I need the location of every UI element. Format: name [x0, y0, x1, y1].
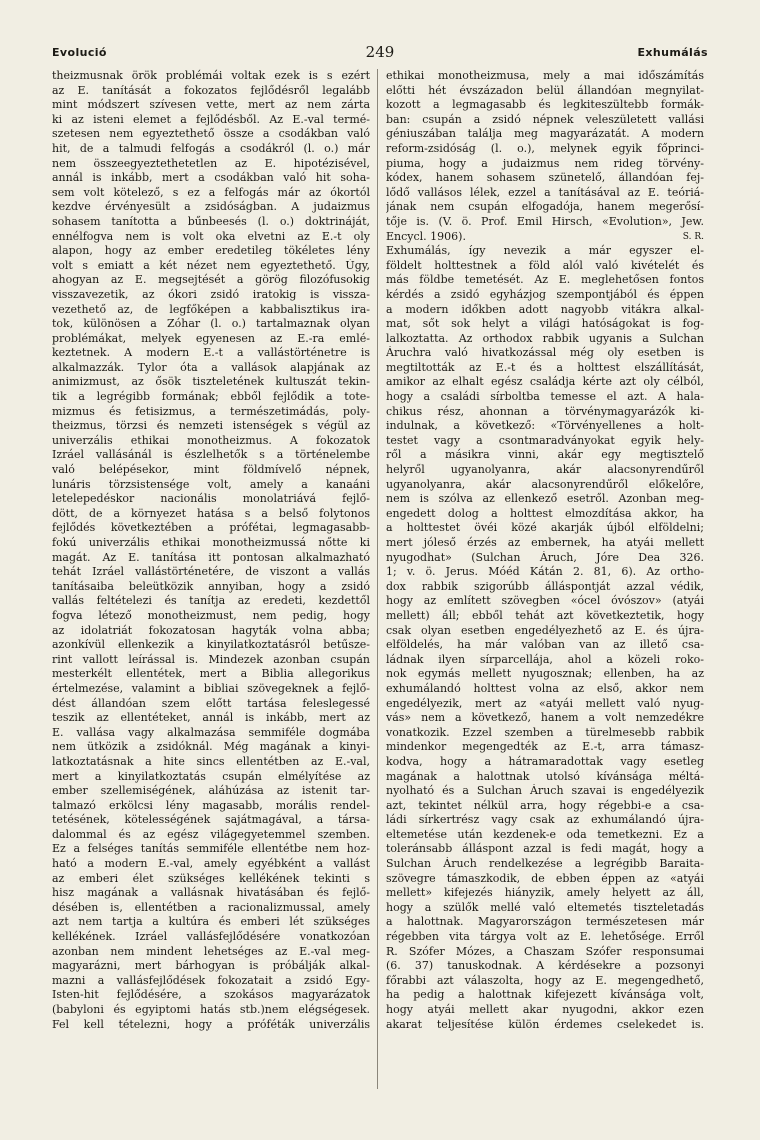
- text-line-content: hisz magának a vallásnak hivatásában és fejlő-: [52, 886, 370, 900]
- text-line-content: piuma, hogy a judaizmus nem rideg törvény-: [386, 156, 704, 170]
- text-line: [386, 492, 704, 507]
- text-line: [386, 259, 704, 274]
- text-line-content: sohasem tanította a bűnbeesés (l. o.) doktrináját,: [52, 214, 370, 228]
- text-line-content: más földbe temetését. Az E. meglehetősen fontos: [386, 273, 704, 287]
- text-line: [386, 419, 704, 434]
- text-line: [386, 171, 704, 186]
- text-line: [52, 799, 370, 814]
- text-line: [52, 828, 370, 843]
- text-line: [386, 988, 704, 1003]
- text-line-content: magát. Az E. tanítása itt pontosan alkalmazható: [52, 550, 370, 564]
- text-line-content: kérdés a zsidó egyházjog szempontjából és éppen: [386, 287, 704, 301]
- text-line: [52, 711, 370, 726]
- text-line: [52, 419, 370, 434]
- text-line-content: azt, tekintet nélkül arra, hogy régebbi-e a csa-: [386, 798, 704, 812]
- text-line: [52, 959, 370, 974]
- text-line-content: nem ütközik a zsidóknál. Még magának a kinyi-: [52, 740, 370, 754]
- text-line-content: előtti hét évszázadon belül állandóan megnyilat-: [386, 83, 704, 97]
- text-line: [52, 842, 370, 857]
- text-line-content: azt nem tartja a kultúra és emberi lét szükséges: [52, 915, 370, 929]
- text-line-content: tanításaiba beleütközik annyiban, hogy a zsidó: [52, 579, 370, 593]
- text-line: [52, 361, 370, 376]
- text-line: [386, 828, 704, 843]
- text-line: [386, 594, 704, 609]
- text-line: [386, 244, 704, 259]
- text-line-content: mellett) áll; ebből tehát azt következtetik, hogy: [386, 608, 704, 622]
- text-line-content: tok, különösen a Zóhar (l. o.) tartalmaznak olyan: [52, 317, 370, 331]
- text-line: [386, 390, 704, 405]
- text-line-content: Fel kell tételezni, hogy a próféták univerzális: [52, 1017, 370, 1031]
- text-line: [52, 375, 370, 390]
- text-line-content: annál is inkább, mert a csodákban való hit soha-: [52, 171, 370, 185]
- text-line-content: az E. tanítását a fokozatos fejlődésről legalább: [52, 83, 370, 97]
- text-line: [386, 1018, 704, 1033]
- text-line: [386, 434, 704, 449]
- text-line: [386, 799, 704, 814]
- text-line-content: szetesen nem egyeztethető össze a csodákban való: [52, 127, 370, 141]
- text-line-content: szövegre támaszkodik, de ebben éppen az «atyái: [386, 871, 704, 885]
- text-line-content: hogy atyái mellett akar nyugodni, akkor ezen: [386, 1003, 704, 1016]
- text-line: [386, 813, 704, 828]
- text-line: [52, 332, 370, 347]
- text-line-content: ethikai monotheizmusa, mely a mai időszámítás: [386, 69, 704, 82]
- text-line: [386, 186, 704, 201]
- text-line: [386, 609, 704, 624]
- text-line-content: tője is. (V. ö. Prof. Emil Hirsch, «Evolution», Jew.: [386, 214, 704, 228]
- text-line-content: nok egymás mellett nyugosznak; ellenben, ha az: [386, 667, 704, 681]
- text-line: [386, 84, 704, 99]
- text-line: [386, 405, 704, 420]
- text-line-content: univerzális ethikai monotheizmus. A fokozatok: [52, 433, 370, 447]
- text-line-content: nem összeegyeztethetetlen az E. hipotézisével,: [52, 156, 370, 170]
- text-line: [386, 142, 704, 157]
- text-line: [52, 507, 370, 522]
- text-line: [52, 974, 370, 989]
- text-line: [386, 521, 704, 536]
- text-line: [386, 448, 704, 463]
- text-line: [52, 69, 370, 84]
- text-line-content: akarat teljesítése külön érdemes cselekedet is.: [386, 1017, 704, 1031]
- text-line-content: ennélfogva nem is volt oka elvetni az E.-t oly: [52, 229, 370, 243]
- text-line-content: dox rabbik szigorúbb álláspontját azzal védik,: [386, 579, 704, 593]
- text-line: [52, 872, 370, 887]
- text-line-content: ható a modern E.-val, amely egyébként a vallást: [52, 857, 370, 871]
- text-line: [52, 478, 370, 493]
- text-line: [386, 726, 704, 741]
- text-line-content: reform-zsidóság (l. o.), melynek egyik főprinci-: [386, 141, 704, 155]
- text-line-content: kozott a legmagasabb és legkiteszültebb formák-: [386, 98, 704, 112]
- text-line: [52, 186, 370, 201]
- text-line: [386, 755, 704, 770]
- text-line: [52, 609, 370, 624]
- text-line: [52, 142, 370, 157]
- text-line: [52, 346, 370, 361]
- text-line: [386, 127, 704, 142]
- text-line: [52, 303, 370, 318]
- text-line: [386, 303, 704, 318]
- text-line: [52, 638, 370, 653]
- text-line-content: fokú univerzális ethikai monotheizmussá nőtte ki: [52, 536, 370, 549]
- text-line-content: való belépésekor, mint földmívelő népnek,: [52, 463, 370, 477]
- text-line: [52, 813, 370, 828]
- text-line: [52, 667, 370, 682]
- text-line-content: a halottnak. Magyarországon természetesen már: [386, 915, 704, 929]
- text-line-content: teszik az ellentéteket, annál is inkább, mert az: [52, 711, 370, 725]
- text-line-content: Izráel vallásánál is észlelhetők s a történelembe: [52, 448, 370, 462]
- text-line-content: kellékének. Izráel vallásfejlődésére vonatkozóan: [52, 930, 370, 944]
- text-line: [52, 901, 370, 916]
- text-line: [386, 872, 704, 887]
- text-line-content: (babyloni és egyiptomi hatás stb.)nem elégségesek.: [52, 1003, 370, 1016]
- text-line: [52, 726, 370, 741]
- text-line-content: ki az isteni elemet a fejlődésből. Az E.-val termé-: [52, 112, 370, 126]
- text-line-content: Sulchan Áruch rendelkezése a legrégibb Baraita-: [386, 857, 704, 871]
- text-line-content: toleránsabb álláspont azzal is fedi magát, hogy a: [386, 842, 704, 856]
- text-line: [52, 317, 370, 332]
- text-line-content: helyről ugyanolyanra, akár alacsonyrendűről: [386, 463, 704, 477]
- text-line: [52, 930, 370, 945]
- text-line-content: mesterkélt ellentétek, mert a Biblia allegorikus: [52, 667, 370, 681]
- text-line-content: a modern időkben adott nagyobb vitákra alkal-: [386, 302, 704, 316]
- text-line: [52, 84, 370, 99]
- text-line: [52, 697, 370, 712]
- text-line-content: az emberi élet szükséges kellékének tekinti s: [52, 871, 370, 885]
- text-line: [52, 755, 370, 770]
- text-line-content: ugyanolyanra, akár alacsonyrendűről előkelőre,: [386, 477, 704, 491]
- running-header: [52, 43, 708, 64]
- text-line-content: vezethető az, de legfőképen a kabbalisztikus ira-: [52, 302, 370, 316]
- text-line-content: azonkívül ellenkezik a kinyilatkoztatásról betűsze-: [52, 638, 370, 652]
- text-line: [386, 478, 704, 493]
- right-column: [386, 69, 704, 1032]
- text-line: [386, 215, 704, 230]
- text-line-content: ládi sírkertrész vagy csak az exhumálandó újra-: [386, 813, 704, 827]
- text-line-content: letelepedéskor nacionális monolatriává fejlő-: [52, 492, 370, 506]
- text-line-content: engedett dolog a holttest elmozdítása akkor, ha: [386, 506, 704, 520]
- text-line: [52, 273, 370, 288]
- text-line: [52, 770, 370, 785]
- text-line-content: R. Szófer Mózes, a Chaszam Szófer responsumai: [386, 944, 704, 958]
- text-line: [386, 98, 704, 113]
- text-line-content: kezdve érvényesült a zsidóságban. A judaizmus: [52, 200, 370, 214]
- text-line: [386, 346, 704, 361]
- text-line-content: a holttestet övéi közé akarják újból elföldelni;: [386, 521, 704, 535]
- text-line-content: elföldelés, ha már valóban van az illető csa-: [386, 638, 704, 652]
- text-line-content: keztetnek. A modern E.-t a vallástörténetre is: [52, 346, 370, 360]
- text-line: [52, 492, 370, 507]
- text-line-content: mat, sőt sok helyt a világi hatóságokat is fog-: [386, 317, 704, 331]
- text-line: [386, 784, 704, 799]
- text-line-content: fogva létező monotheizmust, nem pedig, hogy: [52, 608, 370, 622]
- text-line-content: ban: csupán a zsidó népnek veleszületett vallási: [386, 112, 704, 126]
- left-column: [52, 69, 370, 1032]
- text-line-content: mert jóleső érzés az embernek, ha atyái mellett: [386, 536, 704, 549]
- text-line-content: chikus rész, ahonnan a törvénymagyarázók ki-: [386, 404, 704, 418]
- text-line: [52, 1018, 370, 1033]
- text-line: [386, 580, 704, 595]
- text-line: [386, 157, 704, 172]
- text-line: [52, 463, 370, 478]
- text-line: [386, 842, 704, 857]
- header-right-term: Exhumálás: [637, 46, 708, 59]
- text-line-content: géniuszában találja meg magyarázatát. A modern: [386, 127, 704, 141]
- text-line-content: eltemetése után kezdenek-e oda temetkezni. Ez a: [386, 827, 704, 841]
- text-line-content: az idolatriát fokozatosan hagyták volna abba;: [52, 623, 370, 637]
- text-line-content: talmazó erkölcsi lény magasabb, morális rendel-: [52, 798, 370, 812]
- text-line-content: dött, de a környezet hatása s a belső folytonos: [52, 506, 370, 520]
- text-line-content: ládnak ilyen sírparcellája, ahol a közeli roko-: [386, 652, 704, 666]
- text-line-content: dalommal és az egész világegyetemmel szemben.: [52, 827, 370, 841]
- text-line-content: mint módszert szívesen vette, mert az nem zárta: [52, 98, 370, 112]
- text-line-content: ha pedig a halottnak kifejezett kívánsága volt,: [386, 988, 704, 1002]
- text-line-content: alapon, hogy az ember eredetileg tökéletes lény: [52, 244, 370, 258]
- text-line: [386, 653, 704, 668]
- text-line: [52, 682, 370, 697]
- text-line: [52, 157, 370, 172]
- text-line: [386, 667, 704, 682]
- text-line: [52, 915, 370, 930]
- text-line: [52, 244, 370, 259]
- text-line-content: visszavezetik, az ókori zsidó iratokig is vissza-: [52, 287, 370, 301]
- text-line: [386, 536, 704, 551]
- text-line-content: animizmust, az ősök tiszteletének kultuszát tekin-: [52, 375, 370, 389]
- text-line: [52, 230, 370, 245]
- text-line-content: testet vagy a csontmaradványokat egyik hely-: [386, 433, 704, 447]
- text-line: [52, 988, 370, 1003]
- text-line: [386, 711, 704, 726]
- header-left-term: Evolució: [52, 46, 107, 59]
- text-line-content: mellett» kifejezés hiányzik, amely helyett az áll,: [386, 886, 704, 900]
- text-line: [386, 697, 704, 712]
- text-line-content: vonatkozik. Ezzel szemben a türelmesebb rabbik: [386, 725, 704, 739]
- text-line-content: mindenkor megengedték az E.-t, arra támasz-: [386, 740, 704, 754]
- text-line-content: fejlődés következtében a prófétai, legmagasabb-: [52, 521, 370, 535]
- text-line-content: theizmusnak örök problémái voltak ezek is s ezért: [52, 69, 370, 82]
- text-line-content: magának a halottnak utolsó kívánsága méltá-: [386, 769, 704, 783]
- text-line-content: magyarázni, mert bárhogyan is próbálják alkal-: [52, 959, 370, 973]
- text-line: [52, 434, 370, 449]
- text-line: [386, 332, 704, 347]
- text-line-content: 1; v. ö. Jerus. Móéd Kátán 2. 81, 6). Az ortho-: [386, 565, 704, 579]
- text-line: [386, 901, 704, 916]
- text-line: [52, 784, 370, 799]
- text-line-content: (6. 37) tanuskodnak. A kérdésekre a pozsonyi: [386, 959, 704, 973]
- text-line: [52, 98, 370, 113]
- text-line: [386, 682, 704, 697]
- text-line: [52, 288, 370, 303]
- text-line: [386, 624, 704, 639]
- text-line: [52, 945, 370, 960]
- text-line-content: hogy a családi sírboltba temesse el azt. A hala-: [386, 390, 704, 404]
- text-line-content: engedélyezik, mert az «atyái mellett való nyug-: [386, 696, 704, 710]
- text-line: [52, 857, 370, 872]
- column-divider: [377, 69, 378, 1089]
- text-line: [386, 200, 704, 215]
- text-line-content: kodva, hogy a hátramaradottak vagy esetleg: [386, 754, 704, 768]
- text-line-content: sem volt kötelező, s ez a felfogás már az ókortól: [52, 185, 370, 199]
- text-line: [386, 930, 704, 945]
- text-line-content: vás» nem a következő, hanem a volt nemzedékre: [386, 711, 704, 725]
- text-line: [52, 171, 370, 186]
- text-line-content: problémákat, melyek egyenesen az E.-ra emlé-: [52, 331, 370, 345]
- text-line-content: földelt holttestnek a föld alól való kivételét és: [386, 258, 704, 272]
- text-line: [386, 770, 704, 785]
- text-line: [52, 536, 370, 551]
- text-line: [386, 463, 704, 478]
- text-line-content: tehát Izráel vallástörténetére, de viszont a vallás: [52, 565, 370, 579]
- text-line: [386, 638, 704, 653]
- text-line-content: nem is szólva az ellenkező esetről. Azonban meg-: [386, 492, 704, 506]
- text-line: [52, 259, 370, 274]
- text-line-content: alkalmazzák. Tylor óta a vallások alapjának az: [52, 360, 370, 374]
- text-line-content: lődő vallásos lélek, ezzel a tanításával az E. teóriá-: [386, 185, 704, 199]
- text-line-content: exhumálandó holttest volna az első, akkor nem: [386, 681, 704, 695]
- text-line-content: amikor az elhalt egész családja kérte azt oly célból,: [386, 375, 704, 389]
- text-line-content: tetésének, kötelességének sajátmagával, a társa-: [52, 813, 370, 827]
- text-line: [386, 375, 704, 390]
- text-line: [386, 317, 704, 332]
- text-line: [386, 565, 704, 580]
- text-line: [52, 653, 370, 668]
- text-line-content: Ez a felséges tanítás semmiféle ellentétbe nem hoz-: [52, 842, 370, 856]
- text-line-content: hogy az említett szövegben «ócel óvószov» (atyái: [386, 594, 704, 608]
- text-line: [52, 886, 370, 901]
- text-line-content: ről a másikra vinni, akár egy megtisztelő: [386, 448, 704, 462]
- text-line: [386, 974, 704, 989]
- text-line-content: megtiltották az E.-t és a holttest elszállítását,: [386, 360, 704, 374]
- text-line: [386, 959, 704, 974]
- text-line: [52, 200, 370, 215]
- text-line-content: Exhumálás, így nevezik a már egyszer el-: [386, 244, 704, 258]
- text-line-content: lunáris törzsistensége volt, amely a kanaáni: [52, 477, 370, 491]
- text-line-content: lalkoztatta. Az orthodox rabbik ugyanis a Sulchan: [386, 331, 704, 345]
- text-line-content: mazni a vallásfejlődések fokozatait a zsidó Egy-: [52, 973, 370, 987]
- text-line: [386, 886, 704, 901]
- text-line: [52, 113, 370, 128]
- text-line-content: ember szellemiségének, aláhúzása az istenit tar-: [52, 784, 370, 798]
- text-line: [52, 448, 370, 463]
- text-line-content: dést állandóan szem előtt tartása feleslegessé: [52, 696, 370, 710]
- text-line-content: latkoztatásnak a hite sincs ellentétben az E.-val,: [52, 754, 370, 768]
- text-line: [52, 1003, 370, 1018]
- text-line-content: hit, de a talmudi felfogás a csodákról (l. o.) már: [52, 141, 370, 155]
- text-line: [386, 113, 704, 128]
- text-line-content: Áruchra való hivatkozással még oly esetben is: [386, 346, 704, 360]
- text-line-content: hogy a szülők mellé való eltemetés tiszteletadás: [386, 900, 704, 914]
- text-line: [52, 594, 370, 609]
- text-line: [52, 565, 370, 580]
- text-line-content: értelmezése, valamint a bibliai szövegeknek a fejlő-: [52, 681, 370, 695]
- text-line-content: mert a kinyilatkoztatás csupán elmélyítése az: [52, 769, 370, 783]
- text-line-content: tik a legrégibb formának; ebből fejlődik a tote-: [52, 390, 370, 404]
- author-signature: S. R.: [682, 231, 704, 242]
- text-line-content: E. vallása vagy alkalmazása semmiféle dogmába: [52, 725, 370, 739]
- text-line: [386, 551, 704, 566]
- text-line-content: mizmus és fetisizmus, a természetimádás, poly-: [52, 404, 370, 418]
- text-line: [386, 915, 704, 930]
- text-line: [52, 390, 370, 405]
- text-line-content: csak olyan esetben engedélyezhető az E. és újra-: [386, 623, 704, 637]
- text-line: [52, 551, 370, 566]
- text-line: [386, 857, 704, 872]
- text-line: [386, 361, 704, 376]
- text-line: [52, 521, 370, 536]
- text-line-content: nyolható és a Sulchan Áruch szavai is engedélyezik: [386, 784, 704, 798]
- text-line-content: rint vallott leírással is. Mindezek azonban csupán: [52, 652, 370, 666]
- text-line-content: theizmus, törzsi és nemzeti istenségek s végül az: [52, 419, 370, 433]
- text-line: [386, 507, 704, 522]
- text-line: [52, 405, 370, 420]
- text-line-content: vallás feltételezi és tanítja az eredeti, kezdettől: [52, 594, 370, 608]
- text-line-content: főrabbi azt válaszolta, hogy az E. megengedhető,: [386, 973, 704, 987]
- text-line-content: ahogyan az E. megsejtését a görög filozófusokig: [52, 273, 370, 287]
- text-line-content: nyugodhat» (Sulchan Áruch, Jóre Dea 326.: [386, 550, 704, 564]
- text-line: [386, 69, 704, 84]
- text-line-content: désében is, ellentétben a racionalizmussal, amely: [52, 900, 370, 914]
- text-line-content: volt s emiatt a két nézet nem egyeztethető. Úgy,: [52, 258, 370, 272]
- text-line: [386, 288, 704, 303]
- text-line: [52, 580, 370, 595]
- text-line-content: régebben vita tárgya volt az E. lehetősége. Erről: [386, 930, 704, 944]
- text-line: [52, 215, 370, 230]
- text-line-content: kódex, hanem sohasem szünetelő, állandóan fej-: [386, 171, 704, 185]
- text-line: [386, 945, 704, 960]
- text-line: [52, 624, 370, 639]
- text-line-content: azonban nem mindent lehetséges az E.-val meg-: [52, 944, 370, 958]
- text-line-content: indulnak, a következő: «Törvényellenes a holt-: [386, 419, 704, 433]
- text-line: [386, 230, 704, 245]
- text-line: [52, 740, 370, 755]
- text-line: [386, 740, 704, 755]
- text-line-content: Isten-hit fejlődésére, a szokásos magyarázatok: [52, 988, 370, 1002]
- text-line: [386, 273, 704, 288]
- text-line: [386, 1003, 704, 1018]
- text-line-content: jának nem csupán elfogadója, hanem megerősí-: [386, 200, 704, 214]
- text-line: [52, 127, 370, 142]
- page-number: 249: [365, 43, 395, 61]
- text-line-content: Encycl. 1906).: [386, 229, 466, 243]
